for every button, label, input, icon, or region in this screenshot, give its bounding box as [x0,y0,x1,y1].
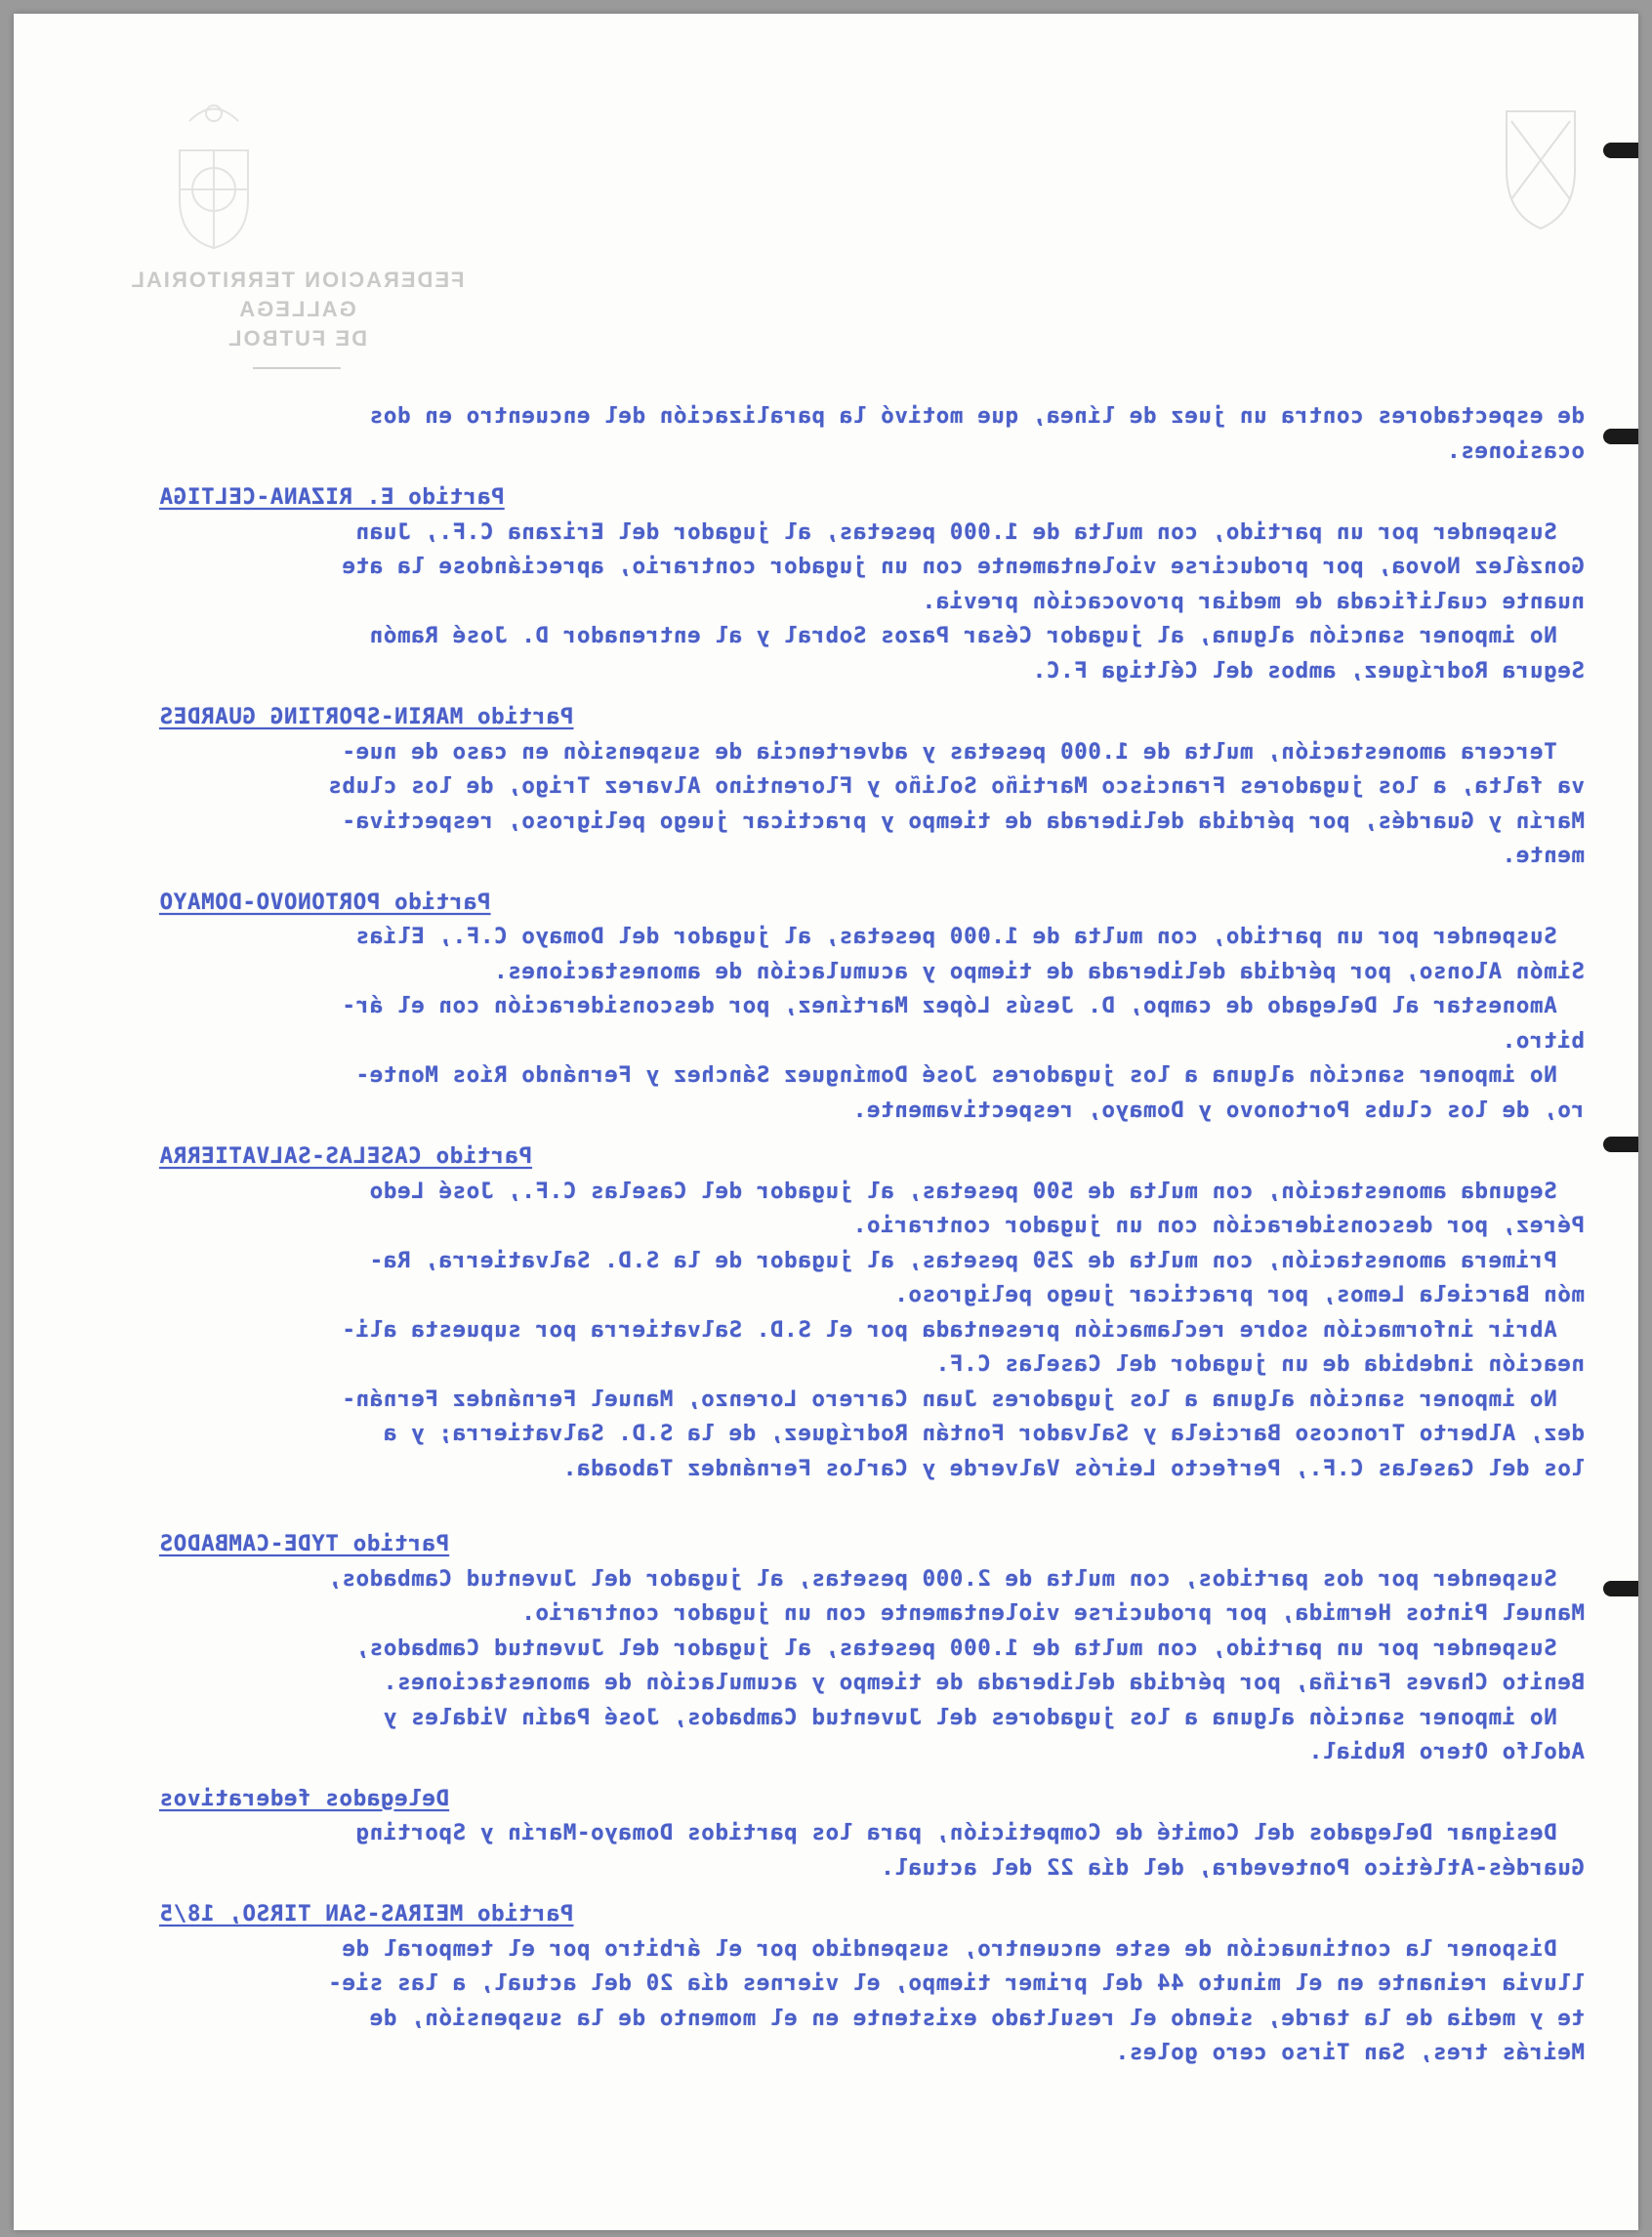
body-line: Primera amonestación, con multa de 250 pesetas, al jugador de la S.D. Salvatierra, Ra- [369,1247,1585,1273]
section-gap [159,469,1585,480]
section-heading [159,1782,1585,1817]
body-line: nuante cualificada de mediar provocación previa. [921,588,1585,614]
body-line: No imponer sanción alguna a los jugadores Juan Carrero Lorenzo, Manuel Fernández Fernán- [341,1386,1585,1412]
body-line: Abrir información sobre reclamación presentada por el S.D. Salvatierra por supuesta ali- [341,1316,1585,1343]
section-heading [159,886,1585,921]
body-line: González Novoa, por producirse violentamente con un jugador contrario, apreciándose la ate [341,554,1585,579]
body-line: món Barciela Lemos, por practicar juego peligroso. [893,1282,1585,1307]
section-heading [159,480,1585,516]
body-line: Suspender por un partido, con multa de 1.000 pesetas, al jugador del Domayo C.F., Elías [354,924,1585,949]
section-heading-text: Partido PORTONOVO-DOMAYO [159,889,491,915]
mirrored-content [14,14,1638,2230]
typewritten-body [159,399,1585,2071]
body-line: Meirás tres, San Tirso cero goles. [1115,2040,1585,2065]
body-line: No imponer sanción alguna, al jugador César Pazos Sobral y al entrenador D. José Ramón [369,623,1585,648]
section-heading [159,1139,1585,1175]
section-heading-text: Delegados federativos [159,1785,450,1811]
section-heading [159,1527,1585,1562]
section-gap [159,688,1585,700]
body-line: No imponer sanción alguna a los jugadores del Juventud Cambados, José Padín Vidales y [383,1704,1585,1730]
body-line: Manuel Pintos Hermida, por producirse violentamente con un jugador contrario. [520,1600,1585,1626]
section-heading [159,700,1585,735]
section-gap [159,874,1585,886]
body-line: Amonestar al Delegado de campo, D. Jesús López Martínez, por desconsideración con el ár- [341,993,1585,1018]
body-line: va falta, a los jugadores Francisco Martiño Soliño y Florentino Alvarez Trigo, de los clubs [327,773,1585,799]
body-line: mente. [1502,843,1585,868]
section-gap [159,1515,1585,1527]
body-line: Segura Rodríguez, ambos del Céltiga F.C. [1032,657,1585,684]
section-gap [159,1885,1585,1897]
body-line: Suspender por dos partidos, con multa de 2.000 pesetas, al jugador del Juventud Cambados, [327,1565,1585,1592]
section-heading [159,1897,1585,1932]
body-line: dez, Alberto Troncoso Barciela y Salvador Fontán Rodríguez, de la S.D. Salvatierra; y a [383,1421,1585,1446]
section-gap-large [159,1486,1585,1515]
section-heading-text: Partido CASELAS-SALVATIERRA [159,1143,532,1169]
letterhead-line-2: DE FUTBOL [227,326,367,351]
body-line: ro, de los clubs Portonovo y Domayo, respectivamente. [852,1097,1585,1123]
body-line: Suspender por un partido, con multa de 1.000 pesetas, al jugador del Erizana C.F., Juan [354,518,1585,545]
section-heading-text: Partido MEIRAS-SAN TIRSO, 18/5 [159,1901,574,1926]
body-line: No imponer sanción alguna a los jugadores José Domínguez Sánchez y Fernándo Ríos Monte- [354,1062,1585,1088]
body-line: Simón Alonso, por pérdida deliberada de tiempo y acumulación de amonestaciones. [493,958,1585,984]
body-line: los del Caselas C.F., Perfecto Leirós Valverde y Carlos Fernández Taboada. [562,1455,1585,1481]
body-line: Disponer la continuación de este encuentro, suspendido por el árbitro por el temporal de [341,1935,1585,1962]
document-page [14,14,1638,2230]
royal-crest-icon [160,92,268,258]
letterhead-organization [92,266,502,369]
section-heading-text: Partido TYDE-CAMBADOS [159,1531,450,1556]
section-gap [159,1770,1585,1782]
body-line: Marín y Guardés, por pérdida deliberada de tiempo y practicar juego peligroso, respectiva- [341,808,1585,834]
section-heading-text: Partido MARIN-SPORTING GUARDES [159,704,574,729]
body-line: te y media de la tarde, siendo el resultado existente en el momento de la suspensión, de [369,2005,1585,2031]
intro-line: ocasiones. [1446,437,1585,464]
body-line: bitro. [1502,1027,1585,1054]
section-gap [159,1128,1585,1139]
body-line: Benito Chaves Fariña, por pérdida deliberada de tiempo y acumulación de amonestaciones. [383,1670,1585,1695]
body-line: lluvia reinante en el minuto 44 del primer tiempo, el viernes día 20 del actual, a las sie- [327,1970,1585,1996]
body-line: Segunda amonestación, con multa de 500 pesetas, al jugador del Caselas C.F., José Ledo [369,1178,1585,1204]
letterhead-rule [253,367,341,369]
body-line: Pérez, por desconsideración con un jugador contrario. [852,1213,1585,1238]
body-line: Tercera amonestación, multa de 1.000 pesetas y advertencia de suspensión en caso de nue- [341,738,1585,765]
body-line: Suspender por un partido, con multa de 1.000 pesetas, al jugador del Juventud Cambados, [354,1635,1585,1661]
letterhead-line-1: FEDERACION TERRITORIAL GALLEGA [129,268,465,321]
body-line: Adolfo Otero Rubial. [1308,1739,1585,1764]
body-line: Designar Delegados del Comité de Competición, para los partidos Domayo-Marín y Sporting [354,1820,1585,1845]
body-line: Guardés-Atlético Pontevedra, del día 22 del actual. [880,1854,1585,1881]
federation-shield-icon [1492,102,1590,238]
section-heading-text: Partido E. RIZANA-CELTIGA [159,484,505,510]
intro-line: de espectadores contra un juez de línea, que motivó la paralización del encuentro en dos [369,403,1585,429]
body-line: neación indebida de un jugador del Caselas C.F. [935,1351,1585,1377]
